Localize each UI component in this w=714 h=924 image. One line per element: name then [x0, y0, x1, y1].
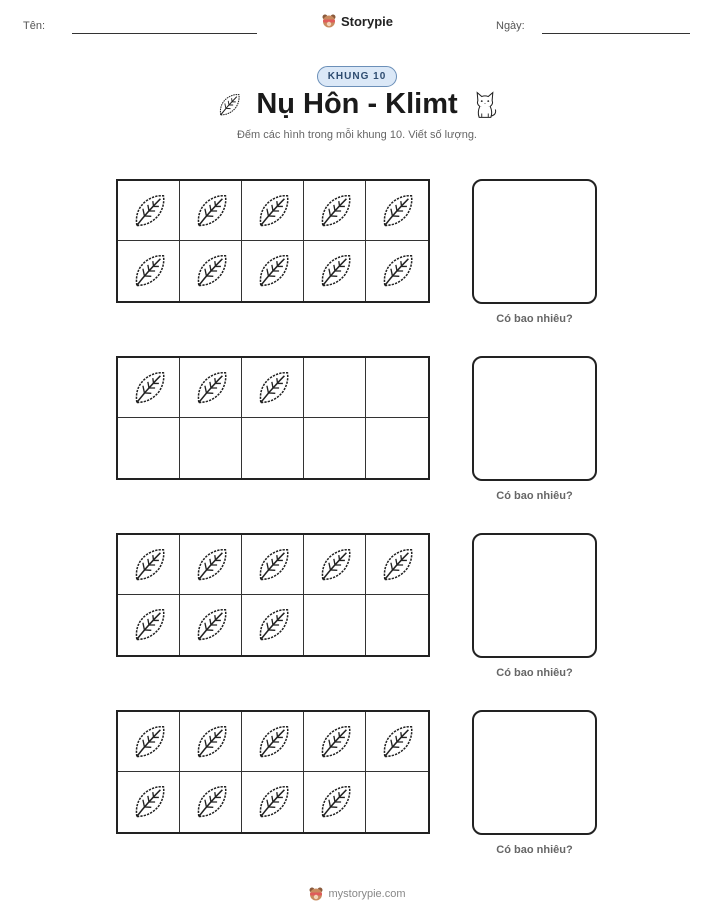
- leaf-icon: [192, 605, 230, 645]
- ten-frame-cell: [366, 241, 428, 301]
- leaf-icon: [378, 545, 416, 585]
- ten-frame-cell: [304, 772, 366, 832]
- answer-box[interactable]: [472, 533, 597, 658]
- leaf-icon: [316, 722, 354, 762]
- leaf-icon: [254, 368, 292, 408]
- ten-frame-cell: [366, 535, 428, 595]
- brand-name: Storypie: [340, 13, 393, 29]
- ten-frame-cell: [366, 358, 428, 418]
- leaf-icon: [192, 251, 230, 291]
- ten-frame-cell: [180, 358, 242, 418]
- ten-frame-cell: [366, 712, 428, 772]
- date-label: Ngày:: [496, 20, 525, 32]
- ten-frame-cell: [118, 595, 180, 655]
- ten-frame-cell: [118, 712, 180, 772]
- ten-frame-cell: [366, 181, 428, 241]
- ten-frame-cell: [366, 595, 428, 655]
- ten-frame-cell: [304, 595, 366, 655]
- ten-frame-cell: [118, 535, 180, 595]
- leaf-icon: [254, 251, 292, 291]
- count-prompt: Có bao nhiêu?: [496, 313, 573, 325]
- ten-frame-cell: [180, 712, 242, 772]
- ten-frame: [116, 179, 430, 303]
- leaf-icon: [254, 722, 292, 762]
- leaf-icon: [130, 368, 168, 408]
- footer-url: mystorypie.com: [328, 888, 406, 900]
- ten-frame-cell: [242, 595, 304, 655]
- ten-frame-cell: [304, 535, 366, 595]
- leaf-icon: [192, 191, 230, 231]
- ten-frame-cell: [180, 241, 242, 301]
- leaf-icon: [316, 545, 354, 585]
- ten-frame-cell: [118, 181, 180, 241]
- ten-frame-cell: [242, 712, 304, 772]
- ten-frame: [116, 533, 430, 657]
- ten-frame-cell: [180, 418, 242, 478]
- bear-mascot-icon: [321, 13, 337, 29]
- leaf-icon: [254, 191, 292, 231]
- leaf-icon: [130, 605, 168, 645]
- footer: [0, 886, 714, 902]
- leaf-icon: [378, 251, 416, 291]
- name-label: Tên:: [23, 20, 46, 32]
- bear-mascot-icon: [308, 886, 324, 902]
- count-prompt: Có bao nhiêu?: [496, 667, 573, 679]
- cat-icon: [472, 90, 498, 120]
- leaf-icon: [130, 782, 168, 822]
- ten-frame: [116, 356, 430, 480]
- leaf-icon: [130, 722, 168, 762]
- ten-frame: [116, 710, 430, 834]
- leaf-icon: [130, 545, 168, 585]
- ten-frame-cell: [304, 358, 366, 418]
- answer-box[interactable]: [472, 710, 597, 835]
- name-line[interactable]: [72, 33, 257, 34]
- ten-frame-cell: [180, 535, 242, 595]
- ten-frame-cell: [180, 595, 242, 655]
- leaf-icon: [316, 191, 354, 231]
- ten-frame-cell: [118, 772, 180, 832]
- ten-frame-cell: [180, 181, 242, 241]
- leaf-icon: [192, 782, 230, 822]
- count-prompt: Có bao nhiêu?: [496, 844, 573, 856]
- leaf-icon: [130, 251, 168, 291]
- ten-frame-cell: [242, 181, 304, 241]
- leaf-icon: [254, 545, 292, 585]
- answer-box[interactable]: [472, 179, 597, 304]
- leaf-icon: [316, 251, 354, 291]
- ten-frame-cell: [242, 535, 304, 595]
- ten-frame-cell: [242, 241, 304, 301]
- date-line[interactable]: [542, 33, 690, 34]
- leaf-icon: [254, 605, 292, 645]
- ten-frame-cell: [118, 358, 180, 418]
- ten-frame-cell: [242, 358, 304, 418]
- ten-frame-cell: [180, 772, 242, 832]
- count-prompt: Có bao nhiêu?: [496, 490, 573, 502]
- ten-frame-cell: [304, 418, 366, 478]
- ten-frame-cell: [304, 241, 366, 301]
- leaf-icon: [378, 722, 416, 762]
- leaf-icon: [378, 191, 416, 231]
- ten-frame-cell: [304, 181, 366, 241]
- page-title: Nụ Hôn - Klimt: [256, 88, 458, 120]
- leaf-icon: [192, 545, 230, 585]
- instructions: Đếm các hình trong mỗi khung 10. Viết số lượng.: [236, 129, 477, 141]
- ten-frame-cell: [118, 241, 180, 301]
- ten-frame-cell: [242, 418, 304, 478]
- leaf-icon: [216, 91, 242, 119]
- ten-frame-cell: [118, 418, 180, 478]
- leaf-icon: [254, 782, 292, 822]
- leaf-icon: [192, 368, 230, 408]
- ten-frame-cell: [242, 772, 304, 832]
- brand-logo: [0, 13, 714, 29]
- answer-box[interactable]: [472, 356, 597, 481]
- ten-frame-cell: [366, 772, 428, 832]
- worksheet-type-badge: KHUNG 10: [317, 66, 398, 87]
- leaf-icon: [130, 191, 168, 231]
- leaf-icon: [192, 722, 230, 762]
- leaf-icon: [316, 782, 354, 822]
- ten-frame-cell: [304, 712, 366, 772]
- ten-frame-cell: [366, 418, 428, 478]
